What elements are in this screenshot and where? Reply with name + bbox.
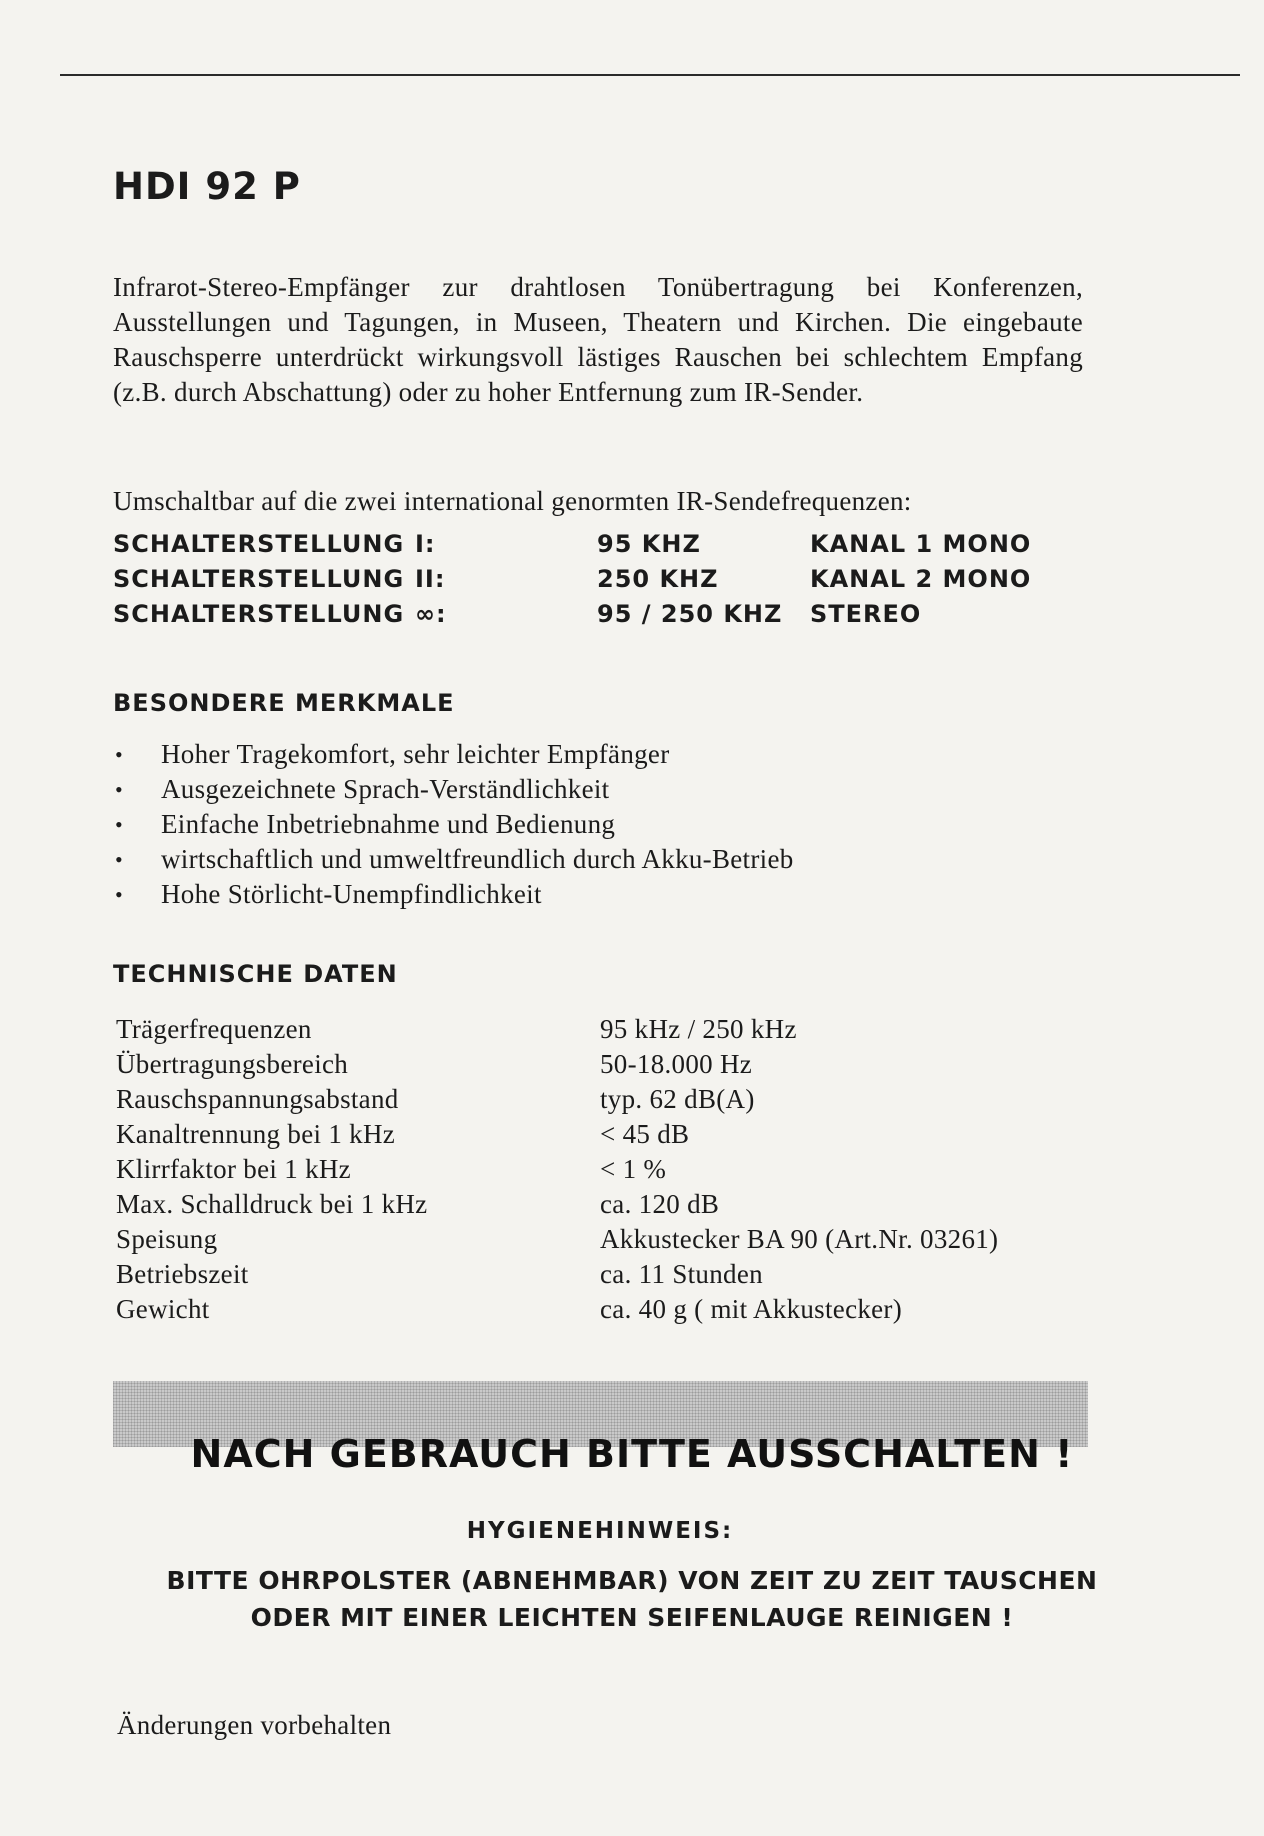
product-title: HDI 92 P xyxy=(113,165,301,208)
tech-value: typ. 62 dB(A) xyxy=(600,1084,755,1114)
switch-channel: KANAL 2 MONO xyxy=(810,565,1032,593)
tech-key: Klirrfaktor bei 1 kHz xyxy=(116,1154,351,1184)
list-item xyxy=(113,877,794,912)
footnote: Änderungen vorbehalten xyxy=(117,1710,392,1740)
bullet-icon: • xyxy=(115,847,124,872)
switch-off-banner: NACH GEBRAUCH BITTE AUSSCHALTEN ! xyxy=(190,1432,1074,1476)
switch-frequency: 250 KHZ xyxy=(597,565,719,593)
feature-text: Hoher Tragekomfort, sehr leichter Empfänger xyxy=(161,739,670,769)
feature-text: Hohe Störlicht-Unempfindlichkeit xyxy=(161,879,542,909)
tech-value: ca. 40 g ( mit Akkustecker) xyxy=(600,1294,903,1324)
features-list xyxy=(113,737,794,912)
list-item xyxy=(113,772,794,807)
tech-value: 50-18.000 Hz xyxy=(600,1049,753,1079)
tech-key: Übertragungsbereich xyxy=(116,1049,349,1079)
top-rule xyxy=(60,74,1240,76)
feature-text: Ausgezeichnete Sprach-Verständlichkeit xyxy=(161,774,610,804)
tech-key: Gewicht xyxy=(116,1294,210,1324)
tech-key: Speisung xyxy=(116,1224,218,1254)
intro-paragraph: Infrarot-Stereo-Empfänger zur drahtlosen Tonübertragung bei Konferenzen, Ausstellungen und Tagungen, in Museen, Theatern und Kirchen. Die eingebaute Rauschsperre unterdrückt wirkungsvoll lästiges Rauschen bei schlechtem Empfang (z.B. durch Abschattung) oder zu hoher Entfernung zum IR-Sender. xyxy=(113,272,1083,407)
feature-text: wirtschaftlich und umweltfreundlich durch Akku-Betrieb xyxy=(161,844,794,874)
switch-frequency: 95 KHZ xyxy=(597,530,701,558)
tech-value: 95 kHz / 250 kHz xyxy=(600,1014,797,1044)
bullet-icon: • xyxy=(115,742,124,767)
bullet-icon: • xyxy=(115,812,124,837)
hygiene-title: HYGIENEHINWEIS: xyxy=(466,1518,734,1544)
tech-key: Trägerfrequenzen xyxy=(116,1014,312,1044)
hygiene-line: BITTE OHRPOLSTER (ABNEHMBAR) VON ZEIT ZU ZEIT TAUSCHEN xyxy=(166,1566,1098,1595)
switch-position: ∞: xyxy=(415,600,447,628)
tech-key: Betriebszeit xyxy=(116,1259,249,1289)
switch-frequency: 95 / 250 KHZ xyxy=(597,600,783,628)
switch-label: SCHALTERSTELLUNG xyxy=(113,565,405,593)
bullet-icon: • xyxy=(115,777,124,802)
tech-key: Kanaltrennung bei 1 kHz xyxy=(116,1119,396,1149)
tech-heading: TECHNISCHE DATEN xyxy=(113,960,398,988)
tech-value: ca. 120 dB xyxy=(600,1189,720,1219)
switch-label: SCHALTERSTELLUNG xyxy=(113,600,405,628)
switch-position: I: xyxy=(415,530,436,558)
hygiene-line: ODER MIT EINER LEICHTEN SEIFENLAUGE REINIGEN ! xyxy=(250,1603,1014,1632)
tech-value: < 45 dB xyxy=(600,1119,690,1149)
switch-position: II: xyxy=(415,565,446,593)
switch-channel: KANAL 1 MONO xyxy=(810,530,1032,558)
tech-value: < 1 % xyxy=(600,1154,667,1184)
list-item xyxy=(113,842,794,877)
features-heading: BESONDERE MERKMALE xyxy=(113,689,455,717)
tech-key: Rauschspannungsabstand xyxy=(116,1084,399,1114)
list-item xyxy=(113,737,794,772)
bullet-icon: • xyxy=(115,882,124,907)
list-item xyxy=(113,807,794,842)
feature-text: Einfache Inbetriebnahme und Bedienung xyxy=(161,809,616,839)
tech-value: ca. 11 Stunden xyxy=(600,1259,763,1289)
tech-key: Max. Schalldruck bei 1 kHz xyxy=(116,1189,428,1219)
switch-channel: STEREO xyxy=(810,600,922,628)
switch-label: SCHALTERSTELLUNG xyxy=(113,530,405,558)
tech-value: Akkustecker BA 90 (Art.Nr. 03261) xyxy=(600,1224,999,1254)
switch-intro: Umschaltbar auf die zwei international genormten IR-Sendefrequenzen: xyxy=(113,486,912,516)
